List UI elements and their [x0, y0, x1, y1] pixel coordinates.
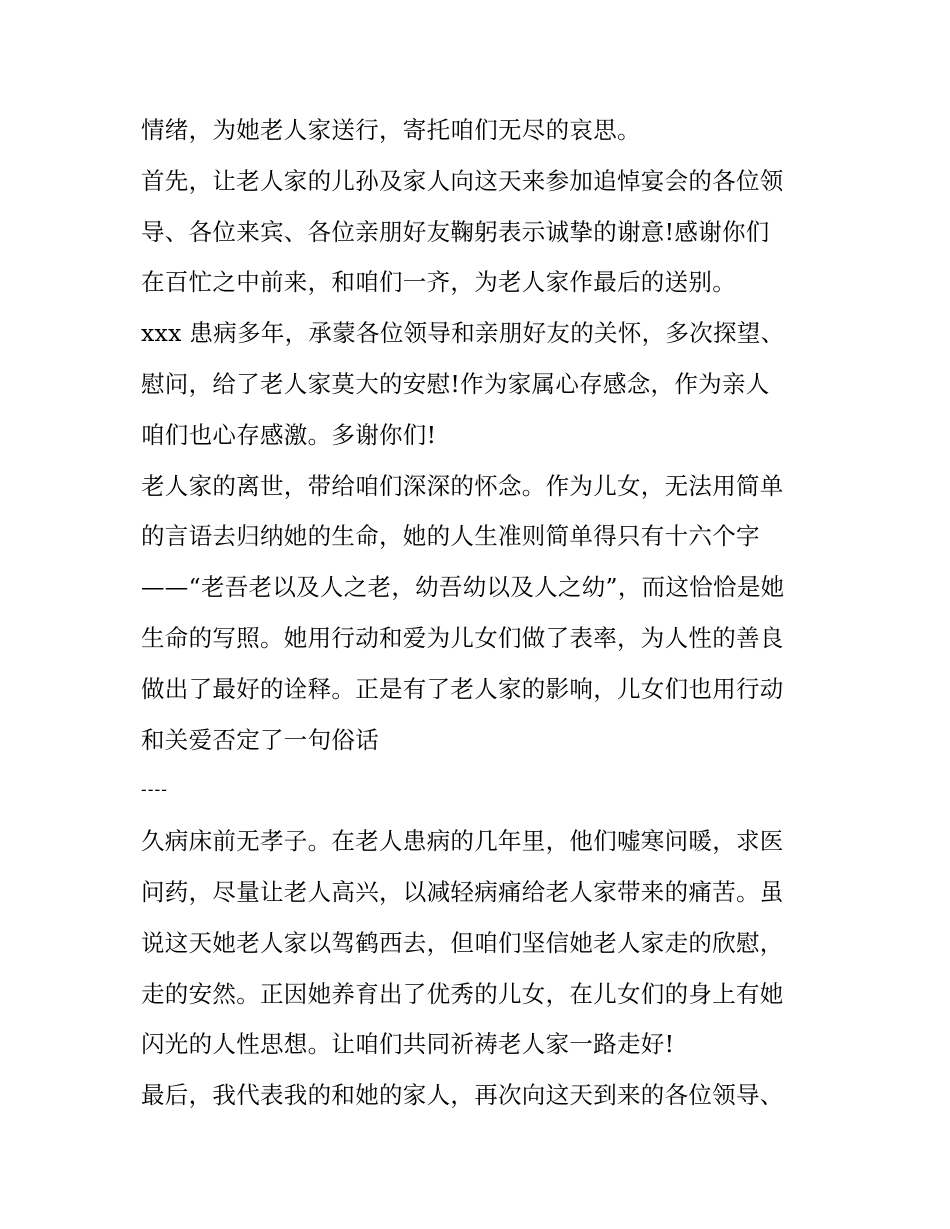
text-line: 问药，尽量让老人高兴，以减轻病痛给老人家带来的痛苦。虽	[141, 877, 784, 906]
text-line: 生命的写照。她用行动和爱为儿女们做了表率，为人性的善良	[141, 623, 784, 652]
text-line: 和关爱否定了一句俗话	[141, 725, 379, 754]
text-line: 咱们也心存感激。多谢你们!	[141, 420, 437, 449]
text-line: 首先，让老人家的儿孙及家人向这天来参加追悼宴会的各位领	[141, 166, 784, 195]
text-line: 情绪，为她老人家送行，寄托咱们无尽的哀思。	[141, 116, 641, 144]
text-line: 最后，我代表我的和她的家人，再次向这天到来的各位领导、	[141, 1081, 784, 1110]
text-line: xxx 患病多年，承蒙各位领导和亲朋好友的关怀，多次探望、	[141, 319, 785, 348]
text-line: 导、各位来宾、各位亲朋好友鞠躬表示诚挚的谢意!感谢你们	[141, 217, 770, 246]
text-line: 老人家的离世，带给咱们深深的怀念。作为儿女，无法用简单	[141, 471, 784, 500]
text-line: 的言语去归纳她的生命，她的人生准则简单得只有十六个字	[141, 522, 760, 551]
text-line: 走的安然。正因她养育出了优秀的儿女，在儿女们的身上有她	[141, 979, 784, 1008]
document-body	[141, 105, 821, 1121]
text-line: 慰问，给了老人家莫大的安慰!作为家属心存感念，作为亲人	[141, 369, 770, 398]
text-line: 闪光的人性思想。让咱们共同祈祷老人家一路走好!	[141, 1030, 675, 1059]
text-line: 久病床前无孝子。在老人患病的几年里，他们嘘寒问暖，求医	[141, 827, 784, 856]
dash-separator: ----	[141, 780, 168, 801]
text-line: 说这天她老人家以驾鹤西去，但咱们坚信她老人家走的欣慰，	[141, 928, 784, 957]
text-line: 做出了最好的诠释。正是有了老人家的影响，儿女们也用行动	[141, 674, 784, 703]
text-line: ——“老吾老以及人之老，幼吾幼以及人之幼”，而这恰恰是她	[141, 573, 785, 602]
text-line: 在百忙之中前来，和咱们一齐，为老人家作最后的送别。	[141, 268, 736, 297]
